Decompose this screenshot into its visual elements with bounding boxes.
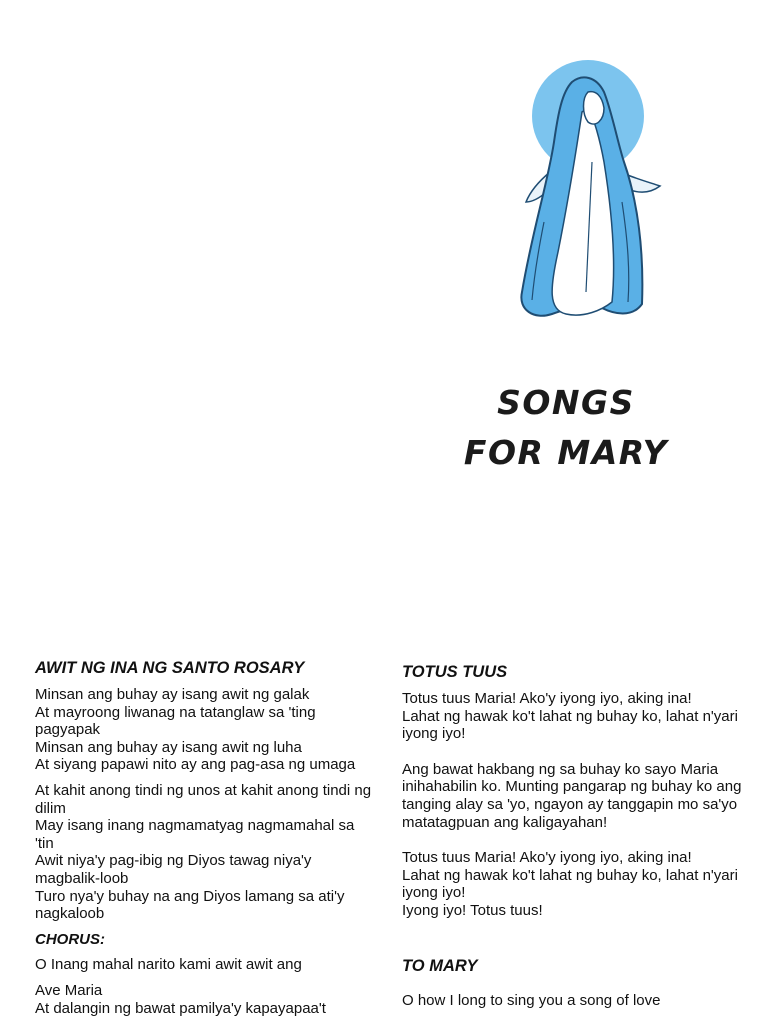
lyric-line: Ang bawat hakbang ng sa buhay ko sayo Maria inihahabilin ko. Munting pangarap ng buhay ko ang tanging alay sa 'yo, ngayon ay tanggapin mo sa'yo matatagpuan ang kaligayahan! <box>402 760 742 831</box>
lyric-line: At mayroong liwanag na tatanglaw sa 'ting pagyapak <box>35 703 316 739</box>
lyric-line: Iyong iyo! Totus tuus! <box>402 901 543 919</box>
song-title-awit: AWIT NG INA NG SANTO ROSARY <box>35 659 305 677</box>
cover-title <box>430 378 702 478</box>
lyric-line: At siyang papawi nito ay ang pag-asa ng umaga <box>35 756 356 774</box>
lyric-line: At kahit anong tindi ng unos at kahit anong tindi ng dilim <box>35 781 372 817</box>
right-song-column <box>402 662 742 1009</box>
chorus-label: CHORUS: <box>35 930 105 948</box>
cover-title-line2: FOR MARY <box>463 433 669 472</box>
cover-title-line1: SONGS <box>497 383 635 422</box>
lyric-line: O how I long to sing you a song of love <box>402 991 661 1009</box>
lyric-line: O Inang mahal narito kami awit awit ang <box>35 956 302 974</box>
lyric-line: Ave Maria <box>35 981 103 999</box>
lyric-line: Totus tuus Maria! Ako'y iyong iyo, aking ina! <box>402 690 692 707</box>
song-title-totus-tuus: TOTUS TUUS <box>402 663 508 681</box>
lyric-line: At dalangin ng bawat pamilya'y kapayapaa't <box>35 999 326 1017</box>
lyric-line: Awit niya'y pag-ibig ng Diyos tawag niya'y magbalik-loob <box>35 852 312 887</box>
virgin-mary-illustration <box>492 52 682 330</box>
lyric-line: Minsan ang buhay ay isang awit ng galak <box>35 686 310 703</box>
song-title-to-mary: TO MARY <box>402 956 478 975</box>
lyric-line: Lahat ng hawak ko't lahat ng buhay ko, lahat n'yari iyong iyo! <box>402 866 738 902</box>
left-song-column <box>35 658 375 1017</box>
lyric-line: May isang inang nagmamatyag nagmamahal sa 'tin <box>35 817 355 852</box>
lyric-line: Lahat ng hawak ko't lahat ng buhay ko, lahat n'yari iyong iyo! <box>402 707 738 743</box>
lyric-line: Totus tuus Maria! Ako'y iyong iyo, aking ina! <box>402 849 692 867</box>
lyric-line: Turo nya'y buhay na ang Diyos lamang sa ati'y nagkaloob <box>35 887 345 923</box>
lyric-line: Minsan ang buhay ay isang awit ng luha <box>35 738 302 756</box>
